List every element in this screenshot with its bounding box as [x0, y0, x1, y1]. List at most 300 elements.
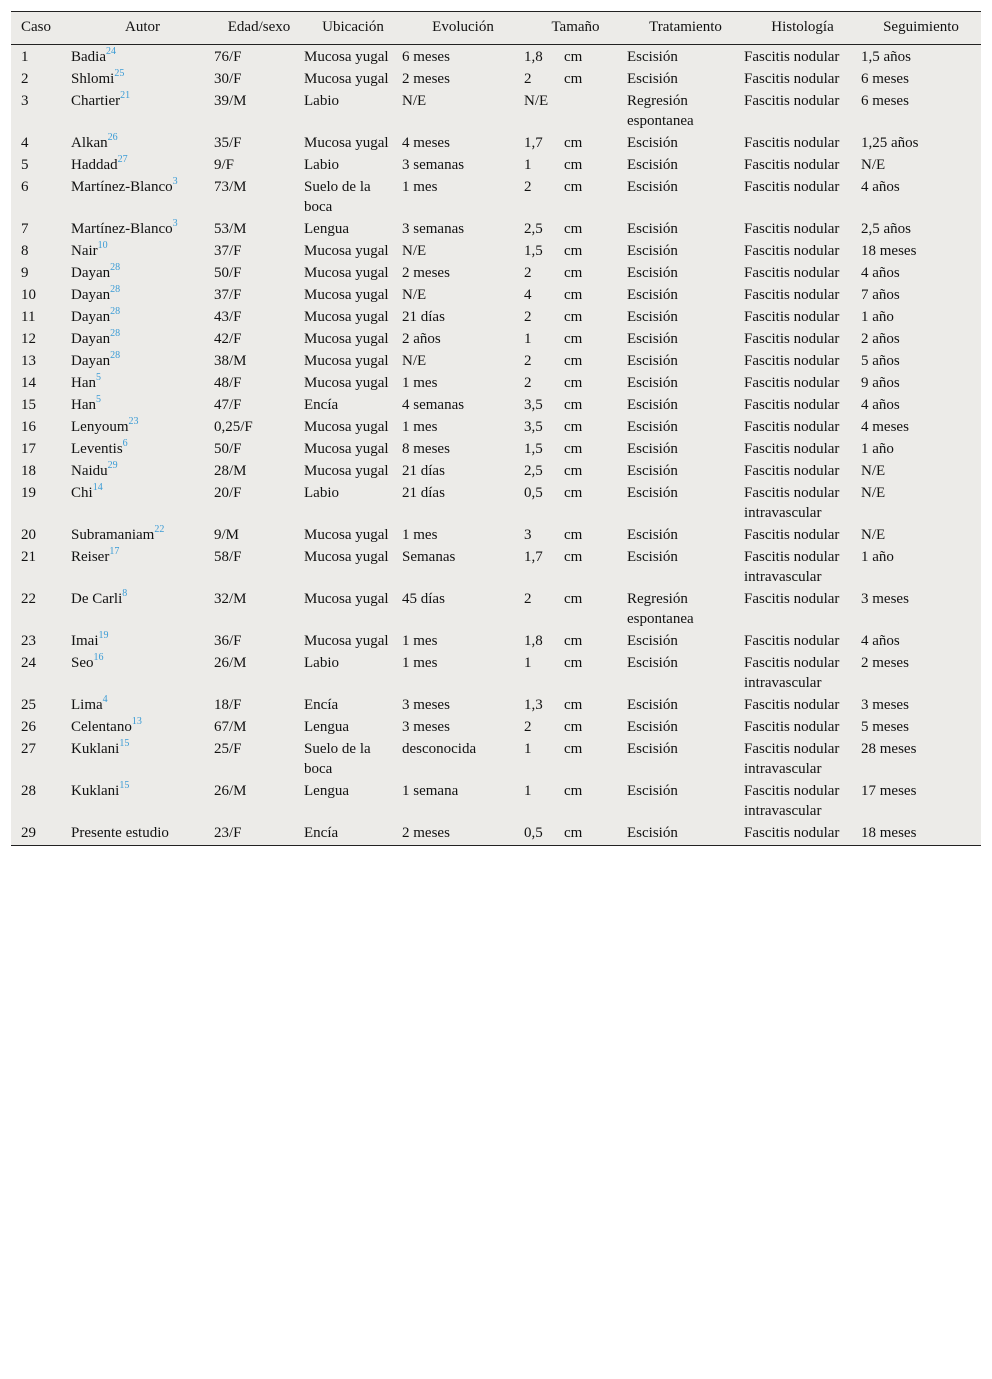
- cell-histologia: [744, 715, 861, 737]
- cell-histologia: [744, 415, 861, 437]
- cell-tratamiento: [627, 437, 744, 459]
- size-unit: cm: [564, 243, 583, 259]
- cell-ubicacion: [304, 131, 402, 153]
- cell-histologia-text: Fascitis nodular: [744, 71, 840, 87]
- cell-seguimiento-text: 5 meses: [861, 719, 909, 735]
- cell-evolucion-text: 3 semanas: [402, 221, 465, 237]
- reference-link[interactable]: 5: [96, 372, 101, 383]
- cell-autor: [71, 459, 214, 481]
- cell-autor: [71, 327, 214, 349]
- reference-link[interactable]: 14: [92, 482, 103, 493]
- cell-autor: [71, 371, 214, 393]
- cell-caso: [11, 153, 71, 175]
- cell-edad-sexo: [214, 779, 304, 821]
- cell-autor: [71, 629, 214, 651]
- cell-tratamiento: [627, 261, 744, 283]
- reference-link[interactable]: 23: [128, 416, 139, 427]
- table-row: [11, 545, 981, 587]
- cell-edad-sexo-text: 18/F: [214, 697, 242, 713]
- author-name: Alkan: [71, 135, 108, 151]
- size-value: 1: [524, 655, 532, 671]
- author-name: Dayan: [71, 331, 111, 347]
- reference-link[interactable]: 5: [96, 394, 101, 405]
- cell-seguimiento: [861, 629, 981, 651]
- cell-ubicacion: [304, 175, 402, 217]
- cell-seguimiento-text: 2,5 años: [861, 221, 911, 237]
- cell-histologia: [744, 67, 861, 89]
- header-evolucion: Evolución: [402, 12, 524, 45]
- size-value: 0,5: [524, 825, 543, 841]
- cell-ubicacion-text: Encía: [304, 697, 339, 713]
- cell-evolucion: [402, 459, 524, 481]
- cell-seguimiento-text: 3 meses: [861, 697, 909, 713]
- cell-edad-sexo: [214, 371, 304, 393]
- cell-histologia-text: Fascitis nodular: [744, 463, 840, 479]
- cell-evolucion-text: 1 mes: [402, 633, 438, 649]
- cell-tratamiento: [627, 153, 744, 175]
- cell-edad-sexo-text: 73/M: [214, 179, 247, 195]
- cell-tratamiento-text: Escisión: [627, 655, 678, 671]
- cell-ubicacion-text: Mucosa yugal: [304, 331, 389, 347]
- size-value: 3,5: [524, 397, 543, 413]
- reference-link[interactable]: 19: [98, 630, 109, 641]
- cell-autor: [71, 261, 214, 283]
- cell-evolucion-text: 4 semanas: [402, 397, 465, 413]
- cell-ubicacion-text: Mucosa yugal: [304, 375, 389, 391]
- cell-histologia: [744, 821, 861, 845]
- cell-caso: [11, 217, 71, 239]
- cell-seguimiento-text: 4 meses: [861, 419, 909, 435]
- cell-edad-sexo-text: 30/F: [214, 71, 242, 87]
- cell-seguimiento-text: 9 años: [861, 375, 900, 391]
- table-row: [11, 415, 981, 437]
- cell-histologia-text: Fascitis nodular: [744, 93, 840, 109]
- cell-caso: [11, 715, 71, 737]
- cell-ubicacion: [304, 651, 402, 693]
- table-row: [11, 175, 981, 217]
- cell-seguimiento: [861, 779, 981, 821]
- cell-histologia-text: Fascitis nodular: [744, 221, 840, 237]
- author-name: Kuklani: [71, 741, 120, 757]
- cell-histologia: [744, 481, 861, 523]
- author-name: Shlomi: [71, 71, 115, 87]
- reference-link[interactable]: 27: [117, 154, 128, 165]
- cell-caso-text: 11: [21, 309, 36, 325]
- reference-link[interactable]: 4: [102, 694, 108, 705]
- cell-edad-sexo: [214, 45, 304, 68]
- cell-ubicacion: [304, 217, 402, 239]
- cell-evolucion-text: 8 meses: [402, 441, 450, 457]
- cell-caso-text: 20: [21, 527, 36, 543]
- cell-evolucion-text: 1 semana: [402, 783, 459, 799]
- table-row: [11, 481, 981, 523]
- table-row: [11, 523, 981, 545]
- cell-edad-sexo-text: 76/F: [214, 49, 242, 65]
- cell-edad-sexo-text: 26/M: [214, 655, 247, 671]
- cell-edad-sexo-text: 37/F: [214, 287, 242, 303]
- cell-ubicacion-text: Encía: [304, 397, 339, 413]
- cell-ubicacion: [304, 45, 402, 68]
- cell-seguimiento: [861, 283, 981, 305]
- cell-tratamiento: [627, 349, 744, 371]
- cell-ubicacion-text: Mucosa yugal: [304, 353, 389, 369]
- cell-caso-text: 23: [21, 633, 36, 649]
- author-name: Badia: [71, 49, 106, 65]
- cell-tratamiento: [627, 393, 744, 415]
- cell-edad-sexo-text: 50/F: [214, 441, 242, 457]
- table-row: [11, 89, 981, 131]
- cell-edad-sexo-text: 42/F: [214, 331, 242, 347]
- cell-autor: [71, 283, 214, 305]
- cell-evolucion: [402, 715, 524, 737]
- cell-seguimiento: [861, 131, 981, 153]
- cell-histologia-text: Fascitis nodular: [744, 527, 840, 543]
- cell-seguimiento-text: 17 meses: [861, 783, 917, 799]
- header-histologia: Histología: [744, 12, 861, 45]
- cell-caso: [11, 415, 71, 437]
- reference-link[interactable]: 15: [119, 780, 130, 791]
- cell-caso: [11, 327, 71, 349]
- size-value: 1,5: [524, 441, 543, 457]
- cell-caso-text: 5: [21, 157, 29, 173]
- cell-histologia-text: Fascitis nodular: [744, 375, 840, 391]
- cell-caso: [11, 821, 71, 845]
- size-value: 3,5: [524, 419, 543, 435]
- cell-edad-sexo: [214, 737, 304, 779]
- cell-seguimiento-text: N/E: [861, 527, 886, 543]
- cell-evolucion: [402, 737, 524, 779]
- cell-histologia-text: Fascitis nodular intravascular: [744, 783, 840, 819]
- reference-link[interactable]: 16: [93, 652, 104, 663]
- cell-ubicacion: [304, 459, 402, 481]
- cell-edad-sexo: [214, 327, 304, 349]
- cell-autor: [71, 349, 214, 371]
- cell-tratamiento-text: Escisión: [627, 221, 678, 237]
- cell-tratamiento-text: Escisión: [627, 157, 678, 173]
- cell-autor: [71, 587, 214, 629]
- reference-link[interactable]: 6: [122, 438, 128, 449]
- cell-ubicacion: [304, 437, 402, 459]
- cell-edad-sexo-text: 35/F: [214, 135, 242, 151]
- cell-edad-sexo-text: 38/M: [214, 353, 247, 369]
- header-autor: Autor: [71, 12, 214, 45]
- cell-caso-text: 15: [21, 397, 36, 413]
- cell-histologia: [744, 693, 861, 715]
- reference-link[interactable]: 25: [114, 68, 125, 79]
- cell-caso-text: 27: [21, 741, 36, 757]
- cell-tamano: [524, 393, 627, 415]
- cell-tamano: [524, 587, 627, 629]
- cell-tratamiento-text: Escisión: [627, 49, 678, 65]
- cell-seguimiento: [861, 651, 981, 693]
- table-row: [11, 651, 981, 693]
- cell-histologia: [744, 283, 861, 305]
- cell-caso-text: 10: [21, 287, 36, 303]
- table-row: [11, 437, 981, 459]
- reference-link[interactable]: 28: [110, 306, 121, 317]
- cell-tratamiento: [627, 523, 744, 545]
- reference-link[interactable]: 29: [107, 460, 118, 471]
- cell-edad-sexo-text: 50/F: [214, 265, 242, 281]
- cell-tratamiento-text: Escisión: [627, 549, 678, 565]
- cell-histologia-text: Fascitis nodular intravascular: [744, 741, 840, 777]
- size-value: 1,7: [524, 549, 543, 565]
- cell-evolucion: [402, 651, 524, 693]
- cell-tratamiento-text: Escisión: [627, 179, 678, 195]
- cell-tratamiento: [627, 217, 744, 239]
- size-value: 3: [524, 527, 532, 543]
- cell-edad-sexo-text: 53/M: [214, 221, 247, 237]
- cell-tamano: [524, 545, 627, 587]
- cell-histologia-text: Fascitis nodular: [744, 591, 840, 607]
- cell-edad-sexo: [214, 715, 304, 737]
- author-name: Lima: [71, 697, 103, 713]
- cell-tratamiento: [627, 715, 744, 737]
- cell-edad-sexo: [214, 67, 304, 89]
- cell-seguimiento: [861, 327, 981, 349]
- cell-seguimiento-text: 2 años: [861, 331, 900, 347]
- size-value: 1,3: [524, 697, 543, 713]
- cell-seguimiento-text: 1 año: [861, 441, 894, 457]
- size-value: 2: [524, 375, 532, 391]
- cell-tratamiento: [627, 651, 744, 693]
- cell-tratamiento-text: Regresión espontanea: [627, 591, 694, 627]
- cell-edad-sexo-text: 32/M: [214, 591, 247, 607]
- cell-tamano: [524, 239, 627, 261]
- cell-histologia: [744, 131, 861, 153]
- size-unit: cm: [564, 633, 583, 649]
- cell-edad-sexo-text: 58/F: [214, 549, 242, 565]
- cell-histologia: [744, 175, 861, 217]
- cell-histologia: [744, 629, 861, 651]
- size-value: 1,8: [524, 49, 543, 65]
- cell-caso-text: 24: [21, 655, 36, 671]
- cell-evolucion: [402, 349, 524, 371]
- cell-ubicacion-text: Mucosa yugal: [304, 441, 389, 457]
- cell-evolucion: [402, 89, 524, 131]
- cell-seguimiento: [861, 481, 981, 523]
- cell-histologia: [744, 327, 861, 349]
- reference-link[interactable]: 21: [120, 90, 131, 101]
- size-unit: cm: [564, 825, 583, 841]
- table-row: [11, 779, 981, 821]
- cell-edad-sexo: [214, 481, 304, 523]
- author-name: Kuklani: [71, 783, 120, 799]
- reference-link[interactable]: 3: [172, 218, 178, 229]
- cell-ubicacion-text: Labio: [304, 655, 339, 671]
- cell-tamano: [524, 415, 627, 437]
- cell-ubicacion-text: Mucosa yugal: [304, 49, 389, 65]
- cell-ubicacion: [304, 737, 402, 779]
- cell-histologia: [744, 217, 861, 239]
- header-row: [11, 12, 981, 45]
- size-unit: cm: [564, 179, 583, 195]
- size-value: 2: [524, 591, 532, 607]
- author-name: Lenyoum: [71, 419, 129, 435]
- cell-seguimiento-text: 3 meses: [861, 591, 909, 607]
- cell-tratamiento-text: Escisión: [627, 331, 678, 347]
- cell-edad-sexo: [214, 693, 304, 715]
- cell-tratamiento-text: Escisión: [627, 375, 678, 391]
- table-row: [11, 305, 981, 327]
- header-seguimiento: Seguimiento: [861, 12, 981, 45]
- cell-evolucion: [402, 415, 524, 437]
- cell-seguimiento-text: N/E: [861, 463, 886, 479]
- cell-evolucion-text: 21 días: [402, 309, 445, 325]
- reference-link[interactable]: 28: [110, 262, 121, 273]
- cell-ubicacion-text: Encía: [304, 825, 339, 841]
- cell-caso-text: 12: [21, 331, 36, 347]
- cell-evolucion-text: 6 meses: [402, 49, 450, 65]
- cell-ubicacion: [304, 481, 402, 523]
- cell-histologia-text: Fascitis nodular: [744, 353, 840, 369]
- cell-evolucion-text: 2 meses: [402, 265, 450, 281]
- cell-evolucion: [402, 821, 524, 845]
- cell-seguimiento: [861, 523, 981, 545]
- cell-histologia-text: Fascitis nodular: [744, 265, 840, 281]
- cell-tratamiento: [627, 89, 744, 131]
- cell-edad-sexo: [214, 217, 304, 239]
- author-name: Dayan: [71, 265, 111, 281]
- cell-histologia-text: Fascitis nodular: [744, 309, 840, 325]
- cell-edad-sexo: [214, 261, 304, 283]
- table-row: [11, 737, 981, 779]
- cell-edad-sexo-text: 26/M: [214, 783, 247, 799]
- cell-caso-text: 3: [21, 93, 29, 109]
- reference-link[interactable]: 3: [172, 176, 178, 187]
- cell-seguimiento: [861, 175, 981, 217]
- size-unit: cm: [564, 441, 583, 457]
- cell-tratamiento: [627, 45, 744, 68]
- cell-evolucion-text: 1 mes: [402, 655, 438, 671]
- case-table: [11, 12, 981, 845]
- author-name: Haddad: [71, 157, 118, 173]
- author-name: Seo: [71, 655, 94, 671]
- cell-histologia-text: Fascitis nodular: [744, 331, 840, 347]
- size-unit: cm: [564, 309, 583, 325]
- cell-edad-sexo: [214, 239, 304, 261]
- cell-tratamiento: [627, 415, 744, 437]
- size-value: 1: [524, 157, 532, 173]
- table-header: [11, 12, 981, 45]
- cell-tratamiento: [627, 481, 744, 523]
- size-value: 2,5: [524, 463, 543, 479]
- reference-link[interactable]: 13: [131, 716, 142, 727]
- cell-seguimiento: [861, 261, 981, 283]
- cell-histologia: [744, 305, 861, 327]
- reference-link[interactable]: 15: [119, 738, 130, 749]
- cell-caso: [11, 89, 71, 131]
- cell-seguimiento: [861, 153, 981, 175]
- reference-link[interactable]: 28: [110, 328, 121, 339]
- cell-evolucion: [402, 261, 524, 283]
- cell-edad-sexo: [214, 153, 304, 175]
- cell-seguimiento-text: 4 años: [861, 179, 900, 195]
- size-value: 1: [524, 331, 532, 347]
- table-row: [11, 715, 981, 737]
- cell-seguimiento-text: 1,25 años: [861, 135, 919, 151]
- cell-histologia-text: Fascitis nodular: [744, 697, 840, 713]
- size-unit: cm: [564, 655, 583, 671]
- table-row: [11, 131, 981, 153]
- cell-tratamiento: [627, 737, 744, 779]
- reference-link[interactable]: 22: [154, 524, 165, 535]
- size-value: 2: [524, 71, 532, 87]
- size-unit: cm: [564, 419, 583, 435]
- cell-edad-sexo: [214, 437, 304, 459]
- reference-link[interactable]: 8: [122, 588, 128, 599]
- cell-ubicacion: [304, 305, 402, 327]
- cell-evolucion-text: 3 meses: [402, 719, 450, 735]
- cell-ubicacion: [304, 693, 402, 715]
- cell-tamano: [524, 89, 627, 131]
- cell-caso-text: 4: [21, 135, 29, 151]
- cell-edad-sexo: [214, 651, 304, 693]
- cell-tratamiento-text: Escisión: [627, 265, 678, 281]
- reference-link[interactable]: 10: [97, 240, 108, 251]
- cell-seguimiento: [861, 821, 981, 845]
- cell-tamano: [524, 371, 627, 393]
- cell-evolucion: [402, 523, 524, 545]
- cell-histologia-text: Fascitis nodular: [744, 397, 840, 413]
- cell-autor: [71, 737, 214, 779]
- cell-autor: [71, 437, 214, 459]
- cell-caso-text: 21: [21, 549, 36, 565]
- cell-tratamiento-text: Escisión: [627, 783, 678, 799]
- cell-histologia-text: Fascitis nodular intravascular: [744, 549, 840, 585]
- header-edad-sexo: Edad/sexo: [214, 12, 304, 45]
- cell-histologia: [744, 545, 861, 587]
- cell-caso-text: 9: [21, 265, 29, 281]
- cell-ubicacion-text: Lengua: [304, 783, 349, 799]
- cell-ubicacion-text: Mucosa yugal: [304, 591, 389, 607]
- cell-caso: [11, 587, 71, 629]
- cell-evolucion-text: 1 mes: [402, 419, 438, 435]
- cell-tratamiento: [627, 283, 744, 305]
- cell-tamano: [524, 459, 627, 481]
- size-unit: cm: [564, 375, 583, 391]
- cell-ubicacion: [304, 393, 402, 415]
- cell-histologia: [744, 779, 861, 821]
- cell-tratamiento-text: Escisión: [627, 633, 678, 649]
- reference-link[interactable]: 26: [107, 132, 118, 143]
- cell-autor: [71, 305, 214, 327]
- cell-seguimiento-text: N/E: [861, 485, 886, 501]
- cell-evolucion: [402, 153, 524, 175]
- cell-caso-text: 8: [21, 243, 29, 259]
- cell-ubicacion: [304, 283, 402, 305]
- cell-seguimiento: [861, 393, 981, 415]
- cell-caso-text: 7: [21, 221, 29, 237]
- cell-ubicacion-text: Labio: [304, 157, 339, 173]
- size-value: 1,7: [524, 135, 543, 151]
- cell-seguimiento: [861, 89, 981, 131]
- cell-evolucion-text: 45 días: [402, 591, 445, 607]
- cell-histologia-text: Fascitis nodular: [744, 49, 840, 65]
- reference-link[interactable]: 24: [106, 46, 116, 57]
- size-value: 1,5: [524, 243, 543, 259]
- case-table-container: [11, 11, 981, 846]
- cell-caso-text: 17: [21, 441, 36, 457]
- cell-seguimiento-text: 1 año: [861, 309, 894, 325]
- reference-link[interactable]: 28: [110, 350, 121, 361]
- cell-edad-sexo: [214, 459, 304, 481]
- reference-link[interactable]: 17: [109, 546, 120, 557]
- cell-tratamiento: [627, 239, 744, 261]
- cell-evolucion-text: N/E: [402, 243, 427, 259]
- header-tamano: Tamaño: [524, 12, 627, 45]
- reference-link[interactable]: 28: [110, 284, 121, 295]
